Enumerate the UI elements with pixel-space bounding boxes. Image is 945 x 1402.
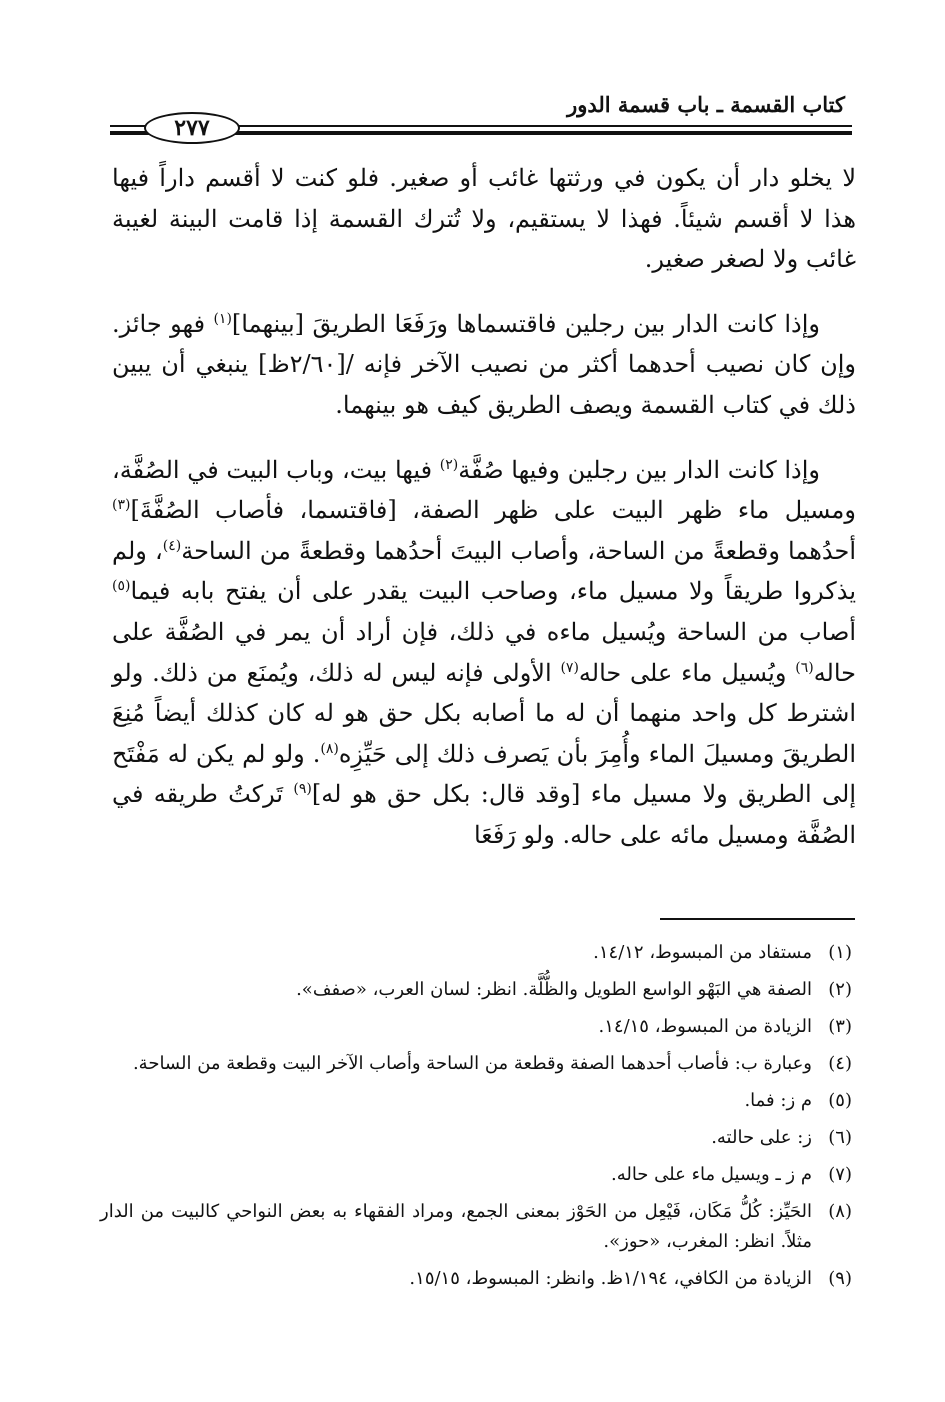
footnote-ref-5: (٥) xyxy=(112,578,131,595)
main-text xyxy=(112,158,856,856)
footnote-text: مستفاد من المبسوط، ١٤/١٢. xyxy=(593,942,812,963)
footnote-item xyxy=(100,1086,852,1116)
footnote-number: (٣) xyxy=(828,1016,852,1037)
footnote-number: (٨) xyxy=(828,1201,852,1222)
running-title: كتاب القسمة ـ باب قسمة الدور xyxy=(567,92,845,117)
footnote-ref-4: (٤) xyxy=(162,537,182,554)
text-segment: فيها بيت، وباب البيت في الصُفَّة، ومسيل ماء ظهر البيت على ظهر الصفة، [فاقتسما، فأصاب الصُفَّةَ] xyxy=(112,455,856,525)
footnote-number: (٩) xyxy=(828,1268,852,1289)
footnote-item xyxy=(100,1123,852,1153)
footnote-text: الصفة هي البَهْو الواسع الطويل والظُّلَّة. انظر: لسان العرب، «صفف». xyxy=(296,979,812,1000)
footnote-text: ز: على حالته. xyxy=(711,1127,812,1148)
footnote-ref-6: (٦) xyxy=(795,659,814,676)
text-segment: ويُسيل ماء على حاله xyxy=(578,658,796,687)
text-segment: . ولو لم يكن له مَفْتَح إلى الطريق ولا مسيل ماء [وقد قال: بكل حق هو له] xyxy=(112,739,857,809)
footnote-text: م ز: فما. xyxy=(744,1090,812,1111)
text-segment: أحدُهما وقطعةً من الساحة، وأصاب البيتَ أحدُهما وقطعةً من الساحة xyxy=(181,536,857,565)
footnote-item xyxy=(100,1012,852,1042)
footnote-number: (٧) xyxy=(828,1164,852,1185)
footnote-number: (١) xyxy=(828,942,852,963)
footnote-number: (٦) xyxy=(828,1127,852,1148)
footnote-item xyxy=(100,975,852,1005)
footnote-ref-8: (٨) xyxy=(320,740,339,757)
paragraph-3 xyxy=(112,450,856,856)
text-segment: ، ولم يذكروا طريقاً ولا مسيل ماء، وصاحب البيت يقدر على أن يفتح بابه فيما xyxy=(112,536,856,606)
footnote-item xyxy=(100,1264,852,1294)
footnote-separator xyxy=(660,918,855,920)
footnotes xyxy=(100,938,852,1301)
paragraph-2 xyxy=(112,304,856,426)
footnote-text: وعبارة ب: فأصاب أحدهما الصفة وقطعة من الساحة وأصاب الآخر البيت وقطعة من الساحة. xyxy=(132,1053,812,1074)
footnote-ref-3: (٣) xyxy=(112,497,131,514)
footnote-number: (٤) xyxy=(828,1053,852,1074)
footnote-text: الزيادة من المبسوط، ١٤/١٥. xyxy=(598,1016,812,1037)
footnote-text: الزيادة من الكافي، ١/١٩٤ظ. وانظر: المبسوط، ١٥/١٥. xyxy=(409,1268,812,1289)
footnote-text: م ز ـ ويسيل ماء على حاله. xyxy=(610,1164,812,1185)
footnote-text: الحَيِّز: كُلُّ مَكَان، فَيْعِل من الحَوْز بمعنى الجمع، ومراد الفقهاء به بعض النواحي كالبيت من الدار مثلاً. انظر: المغرب، «حوز». xyxy=(100,1201,812,1252)
text-segment: وإذا كانت الدار بين رجلين وفيها صُفَّة xyxy=(458,455,820,484)
footnote-ref-7: (٧) xyxy=(560,659,579,676)
text-segment: فهو جائز. وإن كان نصيب أحدهما أكثر من نصيب الآخر فإنه /[٢/٦٠ظ] ينبغي أن يبين ذلك في كتاب القسمة ويصف الطريق كيف هو بينهما. xyxy=(112,309,856,419)
text-segment: وإذا كانت الدار بين رجلين فاقتسماها ورَفَعَا الطريقَ [بينهما] xyxy=(231,309,820,338)
footnote-number: (٥) xyxy=(828,1090,852,1111)
text-segment: أصاب من الساحة ويُسيل ماءه في ذلك، فإن أراد أن يمر في الصُفَّة على حاله xyxy=(112,617,857,687)
footnote-item xyxy=(100,1049,852,1079)
paragraph-1: لا يخلو دار أن يكون في ورثتها غائب أو صغير. فلو كنت لا أقسم داراً فيها هذا لا أقسم شيئاً. فهذا لا يستقيم، ولا تُترك القسمة إذا قامت البينة لغيبة غائب ولا لصغر صغير. xyxy=(112,164,857,274)
page-number: ٢٧٧ xyxy=(144,112,240,144)
text-segment: الأولى فإنه ليس له ذلك، ويُمنَع من ذلك. ولو اشترط كل واحد منهما أن له ما أصابه بكل حق هو له كان كذلك أيضاً مُنِعَ الطريقَ ومسيلَ الماء وأُمِرَ بأن يَصرف ذلك إلى حَيِّزِه xyxy=(112,658,856,768)
footnote-ref-9: (٩) xyxy=(293,781,312,798)
footnote-item xyxy=(100,1197,852,1257)
text-segment: تَركتُ طريقه في الصُفَّة ومسيل مائه على حاله. ولو رَفَعَا xyxy=(112,780,856,849)
footnote-item xyxy=(100,938,852,968)
footnote-ref-1: (١) xyxy=(213,310,232,327)
footnote-ref-2: (٢) xyxy=(439,456,459,473)
footnote-number: (٢) xyxy=(828,979,852,1000)
footnote-item xyxy=(100,1160,852,1190)
header-rule xyxy=(110,112,852,144)
